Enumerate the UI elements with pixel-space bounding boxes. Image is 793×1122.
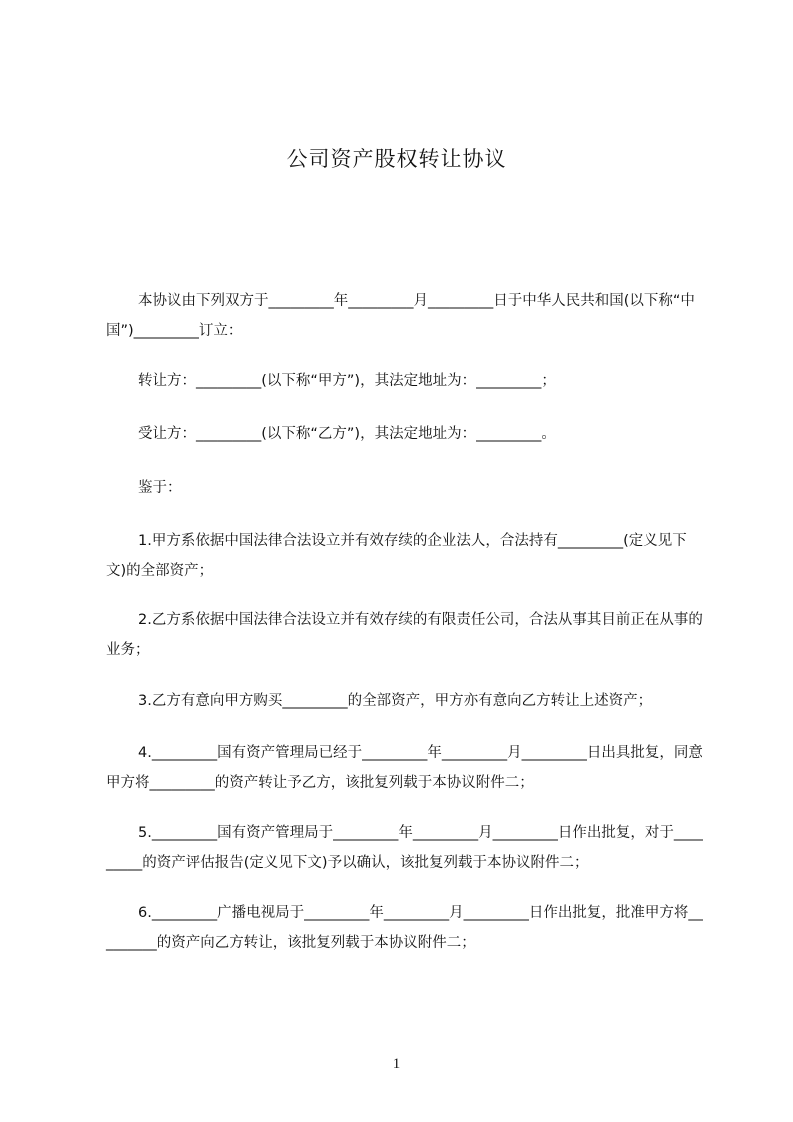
recital-4: 4._________国有资产管理局已经于_________年_________月_________日出具批复，同意甲方将_________的资产转让予乙方，该批复列载于本协议附件二； <box>106 745 703 791</box>
page-number: 1 <box>392 1056 401 1072</box>
transferee-paragraph: 受让方：_________(以下称“乙方”)，其法定地址为：_________。 <box>138 426 556 442</box>
document-title: 公司资产股权转让协议 <box>286 147 507 171</box>
recital-5: 5._________国有资产管理局于_________年_________月_________日作出批复，对于_________的资产评估报告(定义见下文)予以确认，该批复列载于本协议附件二； <box>106 825 703 871</box>
recital-2: 2.乙方系依据中国法律合法设立并有效存续的有限责任公司，合法从事其目前正在从事的业务； <box>106 612 703 658</box>
recital-1: 1.甲方系依据中国法律合法设立并有效存续的企业法人，合法持有_________(定义见下文)的全部资产； <box>106 533 687 579</box>
recital-3: 3.乙方有意向甲方购买_________的全部资产，甲方亦有意向乙方转让上述资产； <box>138 693 653 709</box>
preamble-paragraph: 本协议由下列双方于_________年_________月_________日于中华人民共和国(以下称“中国”)_________订立： <box>106 293 695 339</box>
whereas-heading: 鉴于： <box>138 480 182 496</box>
recital-6: 6._________广播电视局于_________年_________月_________日作出批复，批准甲方将_________的资产向乙方转让，该批复列载于本协议附件二； <box>106 905 703 951</box>
transferor-paragraph: 转让方：_________(以下称“甲方”)，其法定地址为：_________； <box>138 373 556 389</box>
